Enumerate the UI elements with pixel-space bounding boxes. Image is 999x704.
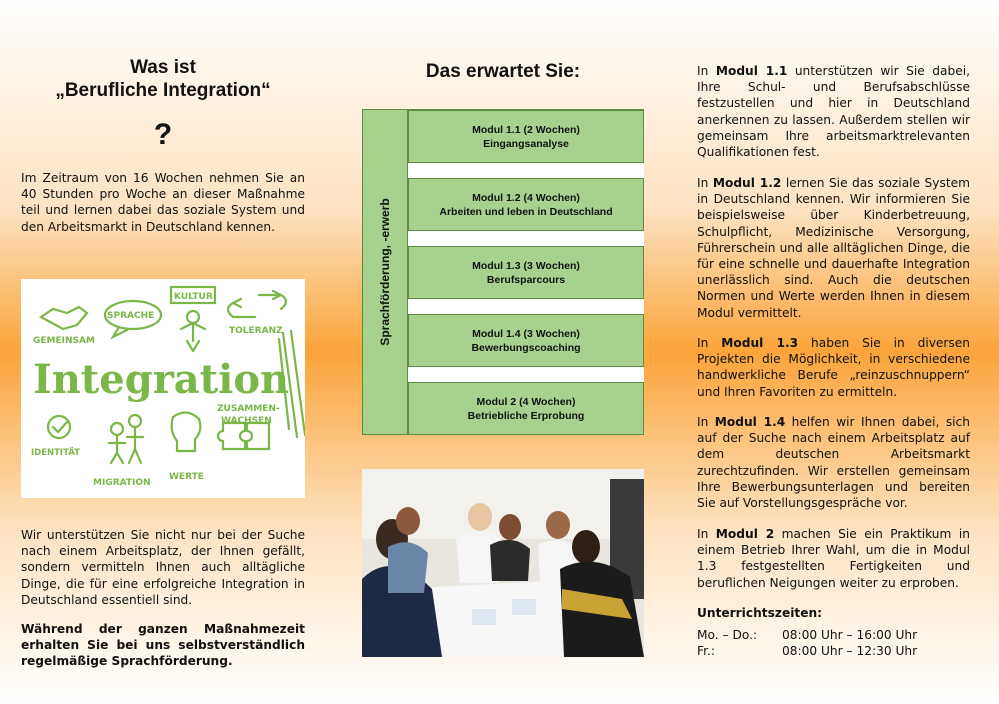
module-name: Modul 2 (4 Wochen) [476, 395, 576, 408]
module-name: Modul 1.3 (3 Wochen) [472, 259, 580, 272]
module-desc: Arbeiten und leben in Deutschland [439, 205, 613, 218]
word-werte: WERTE [169, 472, 204, 482]
hours-row-mon-thu [697, 627, 917, 643]
hours-time: 08:00 Uhr – 12:30 Uhr [782, 644, 918, 658]
word-sprache: SPRACHE [107, 311, 155, 321]
module-box-2 [408, 382, 644, 435]
integration-wordcloud-icon [21, 279, 305, 498]
module-diagram [362, 109, 644, 435]
module-name: Modul 1.4 (3 Wochen) [472, 327, 580, 340]
module-gap [408, 231, 644, 246]
module-desc: Betriebliche Erprobung [467, 409, 585, 422]
language-support-bar [363, 110, 408, 434]
integration-image [21, 279, 305, 498]
word-migration: MIGRATION [93, 478, 151, 488]
module-gap [408, 299, 644, 314]
hours-title: Unterrichtszeiten: [697, 606, 823, 620]
module-box-1-2 [408, 178, 644, 231]
word-integration: Integration [33, 356, 290, 403]
module-1-4-paragraph: In Modul 1.4 helfen wir Ihnen dabei, sich auf der Suche nach einem Arbeitsplatz auf dem deutschen Arbeitsmarkt zurechtzufinden. Wir erstellen gemeinsam Ihre Bewerbungsunterlagen und bereiten Sie auf Vorstellungsgespräche vor. [697, 415, 970, 511]
support-paragraph: Wir unterstützen Sie nicht nur bei der Suche nach einem Arbeitsplatz, der Ihnen gefällt, sondern vermitteln Ihnen auch alltägliche Dinge, die für eine erfolgreiche Integration in Deutschland essentiell sind. [21, 528, 305, 607]
module-desc: Bewerbungscoaching [471, 341, 581, 354]
module-name: Modul 1.2 (4 Wochen) [472, 191, 580, 204]
left-title: Was ist „Berufliche Integration“ [55, 57, 271, 101]
group-photo [362, 469, 644, 657]
module-1-2-paragraph: In Modul 1.2 lernen Sie das soziale System in Deutschland kennen. Wir informieren Sie beispielsweise über Kinderbetreuung, Schulpflicht, Medizinische Versorgung, Führerschein und alle alltäglichen Dinge, die für eine schnelle und dauerhafte Integration unerlässlich sind. Auch die deutschen Normen und Werte werden Ihnen in diesem Modul vermittelt. [697, 176, 970, 320]
hours-days: Mo. – Do.: [697, 628, 758, 642]
hours-days: Fr.: [697, 644, 715, 658]
module-1-3-paragraph: In Modul 1.3 haben Sie in diversen Projekten die Möglichkeit, in verschiedene handwerkliche Berufe „reinzuschnuppern“ und Ihren Favoriten zu ermitteln. [697, 336, 971, 399]
hours-row-fri [697, 643, 917, 659]
module-ref: Modul 2 [715, 527, 775, 541]
language-support-label: Sprachförderung, -erwerb [378, 198, 392, 346]
module-gap [408, 163, 644, 178]
module-name: Modul 1.1 (2 Wochen) [472, 123, 580, 136]
module-gap [408, 367, 644, 382]
word-wachsen: WACHSEN [221, 416, 272, 426]
module-box-1-4 [408, 314, 644, 367]
hours-time: 08:00 Uhr – 16:00 Uhr [782, 628, 918, 642]
word-identitaet: IDENTITÄT [31, 448, 80, 458]
module-box-1-1 [408, 110, 644, 163]
module-ref: Modul 1.2 [712, 176, 782, 190]
module-desc: Berufsparcours [486, 273, 566, 286]
group-photo-icon [362, 469, 644, 657]
module-desc: Eingangsanalyse [483, 137, 569, 150]
word-toleranz: TOLERANZ [229, 326, 283, 336]
intro-paragraph: Im Zeitraum von 16 Wochen nehmen Sie an 40 Stunden pro Woche an dieser Maßnahme teil und lernen dabei das soziale System und den Arbeitsmarkt in Deutschland kennen. [21, 171, 305, 234]
word-gemeinsam: GEMEINSAM [33, 336, 95, 346]
word-kultur: KULTUR [174, 292, 213, 302]
module-2-paragraph: In Modul 2 machen Sie ein Praktikum in einem Betrieb Ihrer Wahl, um die in Modul 1.3 festgestellten Fertigkeiten und beruflichen Neigungen weiter zu erproben. [697, 527, 970, 590]
language-note: Während der ganzen Maßnahmezeit erhalten Sie bei uns selbstverständlich regelmäßige Sprachförderung. [21, 622, 305, 669]
module-1-1-paragraph: In Modul 1.1 unterstützen wir Sie dabei, Ihre Schul- und Berufsabschlüsse festzustellen und hier in Deutschland anerkennen zu lassen. Außerdem stellen wir gemeinsam Ihre arbeitsmarktrelevanten Qualifikationen fest. [697, 64, 970, 160]
module-box-1-3 [408, 246, 644, 299]
module-ref: Modul 1.1 [715, 64, 788, 78]
word-zusammen: ZUSAMMEN- [217, 404, 280, 414]
module-ref: Modul 1.4 [714, 415, 786, 429]
question-mark: ? [153, 118, 173, 151]
module-ref: Modul 1.3 [721, 336, 799, 350]
middle-title: Das erwartet Sie: [425, 61, 581, 82]
